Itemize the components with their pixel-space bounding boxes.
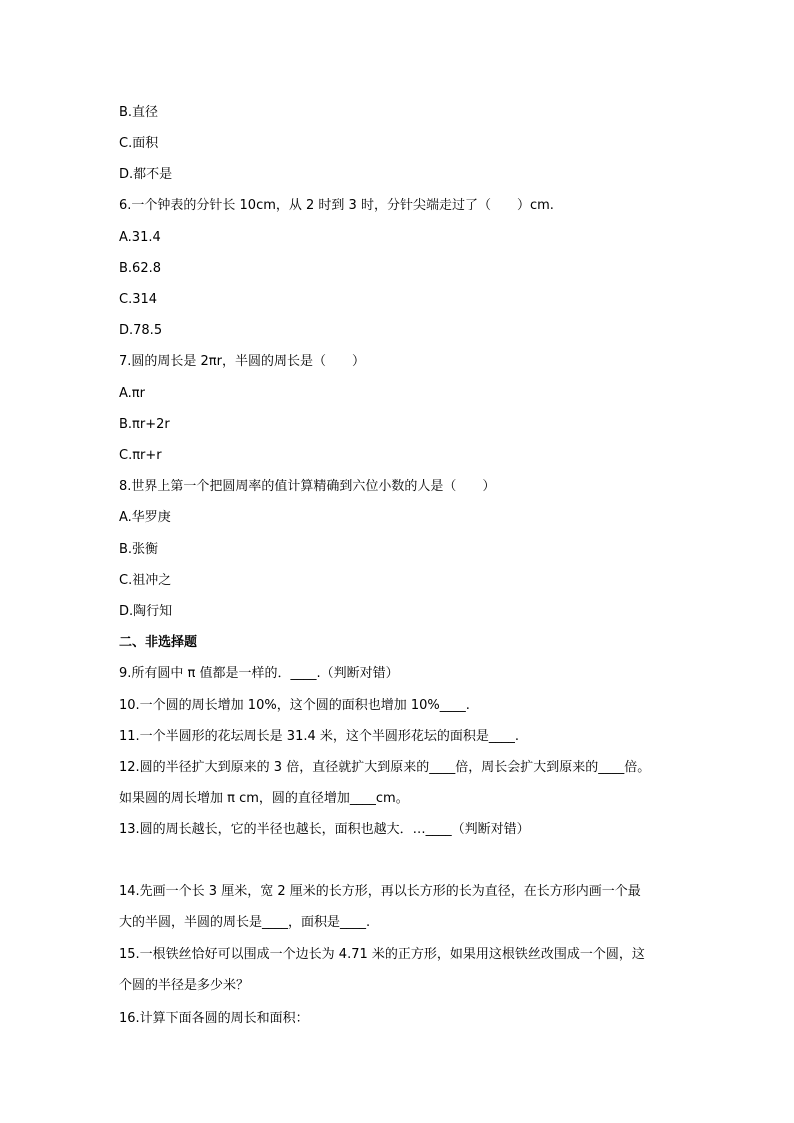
q14-question-line1: 14.先画一个长 3 厘米，宽 2 厘米的长方形，再以长方形的长为直径，在长方形内画一个最 [119,884,641,899]
q10-question: 10.一个圆的周长增加 10%，这个圆的面积也增加 10%____. [119,698,470,713]
q6-option-b: B.62.8 [119,261,161,276]
q15-question-line2: 个圆的半径是多少米？ [119,978,250,993]
q6-option-a: A.31.4 [119,230,161,245]
q7-option-a: A.πr [119,386,145,401]
q9-question: 9.所有圆中 π 值都是一样的．____.（判断对错） [119,666,399,681]
q5-option-d: D.都不是 [119,167,173,182]
q8-question: 8.世界上第一个把圆周率的值计算精确到六位小数的人是（ ） [119,479,496,494]
q14-question-line2: 大的半圆，半圆的周长是____，面积是____. [119,915,371,930]
q6-question: 6.一个钟表的分针长 10cm，从 2 时到 3 时，分针尖端走过了（ ）cm. [119,198,554,213]
q15-question-line1: 15.一根铁丝恰好可以围成一个边长为 4.71 米的正方形，如果用这根铁丝改围成一个圆，这 [119,947,645,962]
q8-option-d: D.陶行知 [119,604,173,619]
q7-question: 7.圆的周长是 2πr，半圆的周长是（ ） [119,354,365,369]
q8-option-a: A.华罗庚 [119,510,171,525]
q12-question-line2: 如果圆的周长增加 π cm，圆的直径增加____cm。 [119,791,409,806]
q6-option-c: C.314 [119,292,158,307]
q8-option-c: C.祖冲之 [119,573,172,588]
q16-question: 16.计算下面各圆的周长和面积： [119,1011,309,1026]
q8-option-b: B.张衡 [119,542,159,557]
q5-option-b: B.直径 [119,105,159,120]
q11-question: 11.一个半圆形的花坛周长是 31.4 米，这个半圆形花坛的面积是____. [119,729,520,744]
q6-option-d: D.78.5 [119,323,163,338]
section-heading: 二、非选择题 [119,635,198,650]
q7-option-c: C.πr+r [119,448,162,463]
q12-question-line1: 12.圆的半径扩大到原来的 3 倍，直径就扩大到原来的____倍，周长会扩大到原来的____倍。 [119,760,651,775]
q13-question: 13.圆的周长越长，它的半径也越长，面积也越大．…____（判断对错） [119,822,530,837]
q5-option-c: C.面积 [119,136,159,151]
q7-option-b: B.πr+2r [119,417,170,432]
